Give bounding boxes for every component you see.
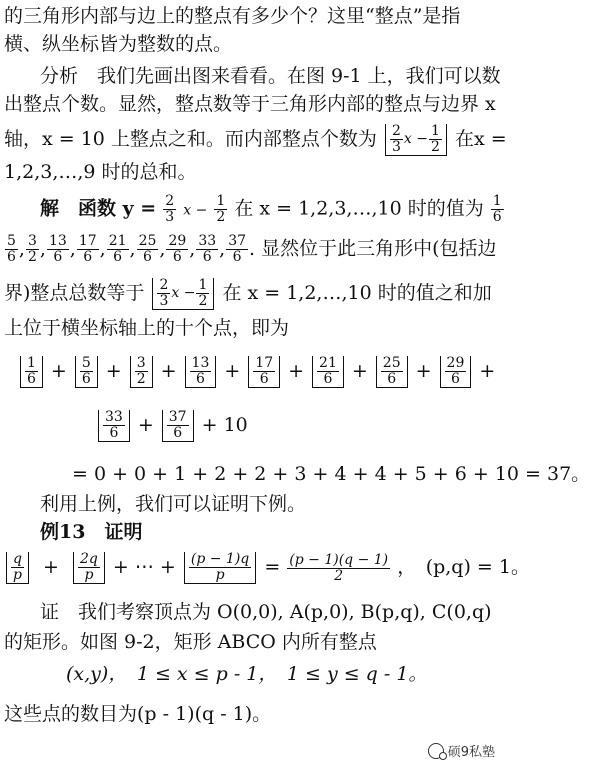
value-fraction: $\frac{33}{6}$ — [198, 233, 217, 265]
fraction: $\frac{25}{6}$ — [382, 355, 401, 387]
text-line-9 — [4, 278, 492, 310]
example-13-heading: 例13 证明 — [40, 521, 143, 543]
text-line-6: 1,2,3,…,9 时的总和。 — [4, 161, 197, 183]
fraction-2-3: $\frac{2}{3}$ — [391, 123, 401, 155]
value-fraction: $\frac{25}{6}$ — [138, 233, 157, 265]
value-fraction: $\frac{29}{6}$ — [168, 233, 187, 265]
floor-term — [75, 356, 98, 388]
line-5-tail: 在x = — [454, 128, 507, 150]
value-fraction: $\frac{3}{2}$ — [27, 233, 37, 265]
line-5-text: 轴，x = 10 上整点之和。而内部整点个数为 — [4, 128, 377, 150]
watermark-text: 硕9私塾 — [447, 745, 495, 760]
floor-expression: $\frac{2}{3}$ x − $\frac{1}{2}$ — [385, 124, 447, 156]
text-line-10: 上位于横坐标轴上的十个点，即为 — [4, 317, 290, 339]
watermark — [428, 741, 495, 760]
value-fraction: $\frac{5}{6}$ — [7, 233, 16, 265]
floor-sum-row-2 — [96, 410, 248, 442]
floor-term — [376, 356, 408, 388]
floor-term — [98, 410, 130, 442]
text-line-5 — [4, 124, 507, 156]
floor-sum-tail: + 10 — [201, 414, 248, 436]
fraction: $\frac{37}{6}$ — [168, 409, 187, 441]
floor-term — [440, 356, 472, 388]
value-fraction: $\frac{17}{6}$ — [78, 233, 97, 265]
line-9-tail: 在 x = 1,2,…,10 时的值之和加 — [222, 282, 492, 304]
fraction: $\frac{5}{6}$ — [81, 355, 91, 387]
text-line-4: 出整点个数。显然，整点数等于三角形内部的整点与边界 x — [4, 93, 496, 115]
fraction: $\frac{29}{6}$ — [446, 355, 465, 387]
example-13-formula: $\frac{q}{p}$ + $\frac{2q}{p}$ + ⋯ + $\frac{(p - 1)q}{p}$ = $\frac{(p - 1)(q - 1)}{2}$ ， (p,q) = 1。 — [4, 552, 530, 584]
floor-term — [185, 356, 217, 388]
text-line-8 — [4, 234, 497, 265]
text-line-3: 分析 我们先画出图来看看。在图 9-1 上，我们可以数 — [40, 65, 501, 87]
fraction-2-3b: $\frac{2}{3}$ — [165, 193, 175, 225]
fraction-1-2: $\frac{1}{2}$ — [430, 123, 440, 155]
text-line-14: 利用上例，我们可以证明下例。 — [40, 493, 307, 515]
floor-term — [162, 410, 194, 442]
fraction: $\frac{21}{6}$ — [319, 355, 337, 387]
fraction-1-2b: $\frac{1}{2}$ — [216, 193, 226, 225]
floor-term — [312, 356, 344, 388]
fraction: $\frac{13}{6}$ — [191, 355, 210, 387]
floor-expression-2: $\frac{2}{3}$ x − $\frac{1}{2}$ — [152, 278, 214, 310]
text-line-17: 证 我们考察顶点为 O(0,0), A(p,0), B(p,q), C(0,q) — [40, 601, 492, 623]
floor-term — [248, 356, 280, 388]
floor-sum-terms: $\frac{33}{6}$ + $\frac{37}{6}$ — [96, 414, 196, 436]
text-line-2: 横、纵坐标皆为整数的点。 — [4, 33, 233, 55]
line-8-text: 显然位于此三角形中(包括边 — [261, 237, 497, 260]
floor-sum-row-1: $\frac{1}{6}$ + $\frac{5}{6}$ + $\frac{3}{2}$ + $\frac{13}{6}$ + $\frac{17}{6}$ + $\frac{21}{6}$ + $\frac{25}{6}$ + $\frac{29}{6}$ + — [18, 356, 501, 388]
text-line-1: 的三角形内部与边上的整点有多少个？这里“整点”是指 — [4, 5, 461, 27]
text-line-19: (x,y)， 1 ≤ x ≤ p - 1， 1 ≤ y ≤ q - 1。 — [66, 663, 428, 685]
line-7-text: 在 x = 1,2,3,…,10 时的值为 — [234, 197, 484, 220]
value-fraction: $\frac{21}{6}$ — [108, 233, 127, 265]
value-fraction: $\frac{13}{6}$ — [48, 233, 67, 265]
wechat-icon — [428, 743, 444, 759]
solution-label: 解 函数 y = — [40, 197, 157, 220]
values-list: $\frac{5}{6}$ , $\frac{3}{2}$ , $\frac{13}{6}$ , $\frac{17}{6}$ , $\frac{21}{6}$ , $\frac{25}{6}$ , $\frac{29}{6}$ , $\frac{33}{6}$ , $\frac{37}{6}$ . — [7, 233, 256, 265]
floor-term — [130, 356, 153, 388]
fraction: $\frac{3}{2}$ — [136, 355, 146, 387]
fraction: $\frac{1}{6}$ — [27, 355, 36, 387]
floor-term — [20, 356, 43, 388]
text-line-7: 解 函数 y = $\frac{2}{3}$ x − $\frac{1}{2}$ 在 x = 1,2,3,…,10 时的值为 $\frac{1}{6}$ — [40, 193, 502, 225]
value-fraction: $\frac{37}{6}$ — [228, 233, 247, 265]
fraction-1-6: $\frac{1}{6}$ — [492, 193, 502, 225]
line-9-text: 界)整点总数等于 — [4, 282, 145, 304]
fraction: $\frac{33}{6}$ — [105, 409, 123, 441]
text-line-18: 的矩形。如图 9-2，矩形 ABCO 内所有整点 — [4, 631, 377, 653]
fraction: $\frac{17}{6}$ — [255, 355, 274, 387]
text-line-20: 这些点的数目为(p - 1)(q - 1)。 — [4, 703, 272, 725]
sum-result: = 0 + 0 + 1 + 2 + 2 + 3 + 4 + 4 + 5 + 6 + 10 = 37。 — [72, 463, 590, 485]
